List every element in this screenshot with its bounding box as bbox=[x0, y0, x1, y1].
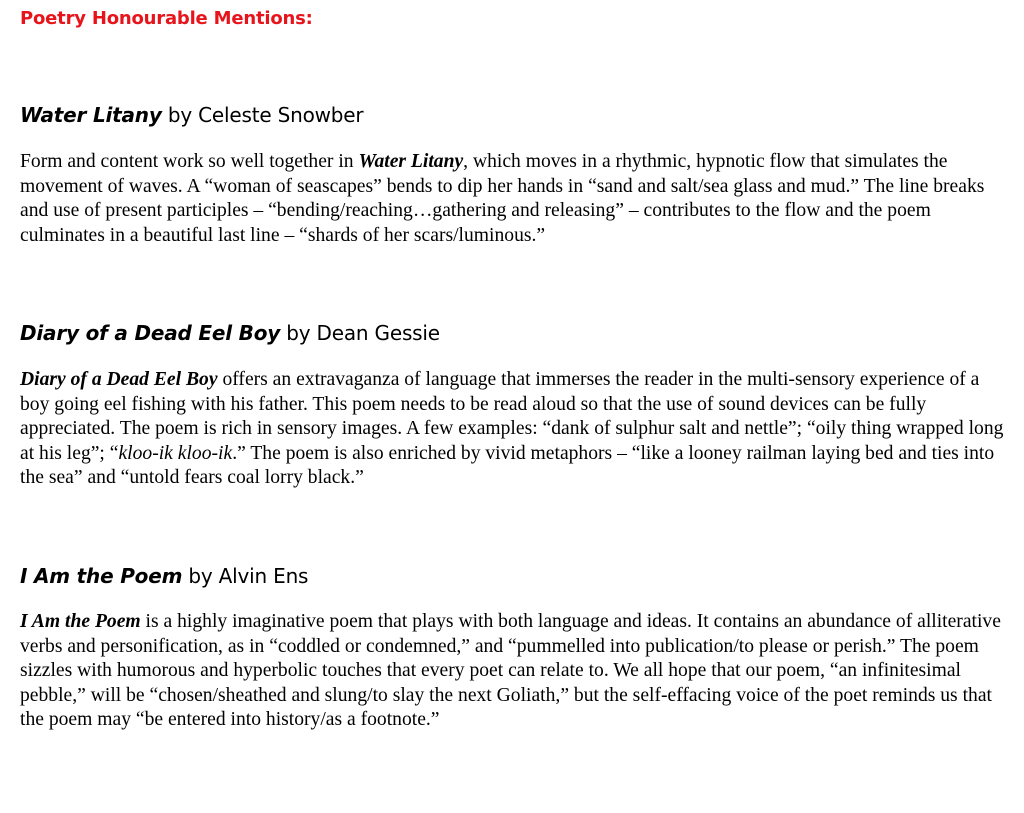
description-poem-title: I Am the Poem bbox=[20, 611, 141, 632]
poem-title: Diary of a Dead Eel Boy bbox=[20, 321, 281, 345]
poem-title: Water Litany bbox=[20, 103, 162, 127]
poem-author: by Celeste Snowber bbox=[167, 103, 364, 127]
entry-title-water-litany bbox=[20, 103, 363, 127]
entry-title-diary-of-a-dead-eel-boy bbox=[20, 321, 440, 345]
poem-author: by Dean Gessie bbox=[286, 321, 440, 345]
description-text: Form and content work so well together in bbox=[20, 151, 359, 172]
description-quote-italic: kloo-ik kloo-ik bbox=[118, 442, 233, 464]
description-text: .” The poem is also enriched by vivid metaphors – “like a looney railman laying bed and ties into the sea” and “untold fears coal lorry black.” bbox=[20, 442, 995, 489]
poem-title: I Am the Poem bbox=[20, 564, 183, 588]
description-poem-title: Diary of a Dead Eel Boy bbox=[20, 369, 218, 390]
entry-description-water-litany bbox=[20, 150, 1010, 248]
entry-description-diary-of-a-dead-eel-boy bbox=[20, 368, 1010, 491]
poem-author: by Alvin Ens bbox=[188, 564, 309, 588]
entry-title-i-am-the-poem bbox=[20, 564, 308, 588]
description-text: is a highly imaginative poem that plays with both language and ideas. It contains an abundance of alliterative verbs and personification, as in “coddled or condemned,” and “pummelled into publication/to please or perish.” The poem sizzles with humorous and hyperbolic touches that every poet can relate to. We all hope that our poem, “an infinitesimal pebble,” will be “chosen/sheathed and slung/to slay the next Goliath,” but the self-effacing voice of the poet reminds us that the poem may “be entered into history/as a footnote.” bbox=[20, 611, 1001, 731]
description-poem-title: Water Litany bbox=[358, 151, 464, 172]
entry-description-i-am-the-poem bbox=[20, 610, 1010, 733]
description-text: , which moves in a rhythmic, hypnotic flow that simulates the movement of waves. A “woman of seascapes” bends to dip her hands in “sand and salt/sea glass and mud.” The line breaks and use of present participles – “bending/reaching…gathering and releasing” – contributes to the flow and the poem culminates in a beautiful last line – “shards of her scars/luminous.” bbox=[20, 151, 985, 246]
page-heading: Poetry Honourable Mentions: bbox=[20, 8, 313, 29]
description-text: offers an extravaganza of language that immerses the reader in the multi-sensory experience of a boy going eel fishing with his father. This poem needs to be read aloud so that the use of sound devices can be fully appreciated. The poem is rich in sensory images. A few examples: “dank of sulphur salt and nettle”; “oily thing wrapped long at his leg”; “ bbox=[20, 369, 1004, 464]
